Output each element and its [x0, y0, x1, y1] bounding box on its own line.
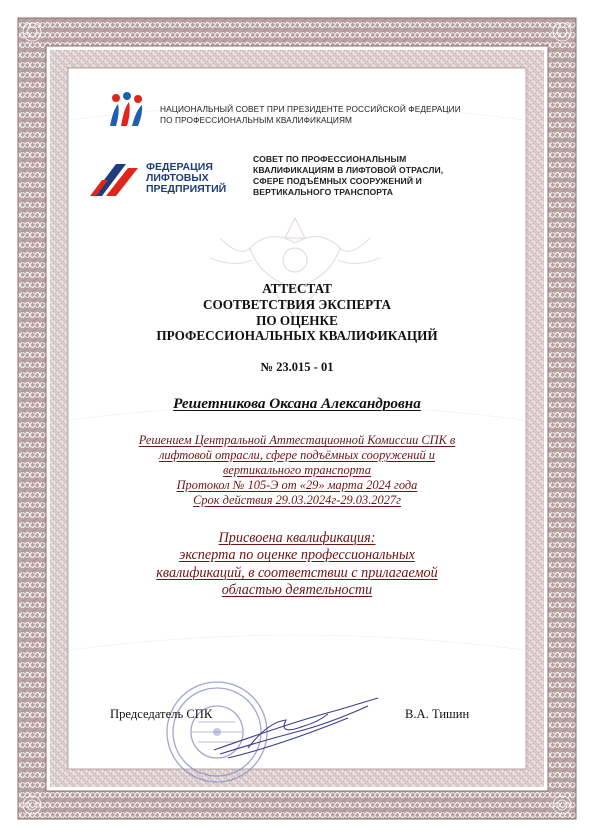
- qualification-council-name: [253, 154, 443, 198]
- lift-federation-logo: [88, 158, 140, 198]
- council-line: СОВЕТ ПО ПРОФЕССИОНАЛЬНЫМ: [253, 154, 407, 164]
- national-council-logo: [104, 90, 150, 130]
- federation-line: ФЕДЕРАЦИЯ: [146, 161, 213, 173]
- title-line: ПРОФЕССИОНАЛЬНЫХ КВАЛИФИКАЦИЙ: [156, 328, 438, 344]
- council-line: КВАЛИФИКАЦИЯМ В ЛИФТОВОЙ ОТРАСЛИ,: [253, 165, 444, 175]
- title-line: АТТЕСТАТ: [262, 281, 332, 296]
- assigned-qualification: [96, 530, 498, 600]
- national-council-name: [160, 104, 461, 125]
- title-line: СООТВЕТСТВИЯ ЭКСПЕРТА: [202, 296, 392, 312]
- federation-line: ПРЕДПРИЯТИЙ: [146, 182, 227, 195]
- handwritten-signature: [208, 692, 388, 762]
- decision-line: лифтовой отрасли, сфере подъёмных сооружений и: [159, 448, 435, 462]
- federation-line: ЛИФТОВЫХ: [146, 171, 209, 184]
- certificate-number: № 23.015 - 01: [260, 360, 334, 374]
- lift-federation-name: [146, 162, 226, 194]
- commission-decision: [96, 433, 498, 508]
- protocol-line: Протокол № 105-Э от «29» марта 2024 года: [176, 478, 418, 492]
- qualification-line: областью деятельности: [221, 582, 373, 599]
- chairman-label: Председатель СПК: [110, 707, 213, 721]
- qualification-line: эксперта по оценке профессиональных: [179, 547, 415, 564]
- chairman-name: В.А. Тишин: [405, 707, 470, 721]
- national-council-line: ПО ПРОФЕССИОНАЛЬНЫМ КВАЛИФИКАЦИЯМ: [160, 114, 353, 125]
- council-line: ВЕРТИКАЛЬНОГО ТРАНСПОРТА: [253, 187, 394, 197]
- national-council-line: НАЦИОНАЛЬНЫЙ СОВЕТ ПРИ ПРЕЗИДЕНТЕ РОССИЙСКОЙ ФЕДЕРАЦИИ: [160, 104, 461, 114]
- decision-line: вертикального транспорта: [223, 463, 371, 477]
- certificate-title: [0, 281, 594, 344]
- validity-line: Срок действия 29.03.2024г-29.03.2027г: [193, 493, 401, 507]
- qualification-line: квалификаций, в соответствии с прилагаемой: [156, 564, 438, 581]
- qualification-line: Присвоена квалификация:: [218, 530, 376, 546]
- title-line: ПО ОЦЕНКЕ: [256, 312, 338, 328]
- holder-name: Решетникова Оксана Александровна: [173, 395, 421, 412]
- decision-line: Решением Центральной Аттестационной Комиссии СПК в: [138, 433, 456, 447]
- council-line: СФЕРЕ ПОДЪЁМНЫХ СООРУЖЕНИЙ И: [253, 176, 422, 186]
